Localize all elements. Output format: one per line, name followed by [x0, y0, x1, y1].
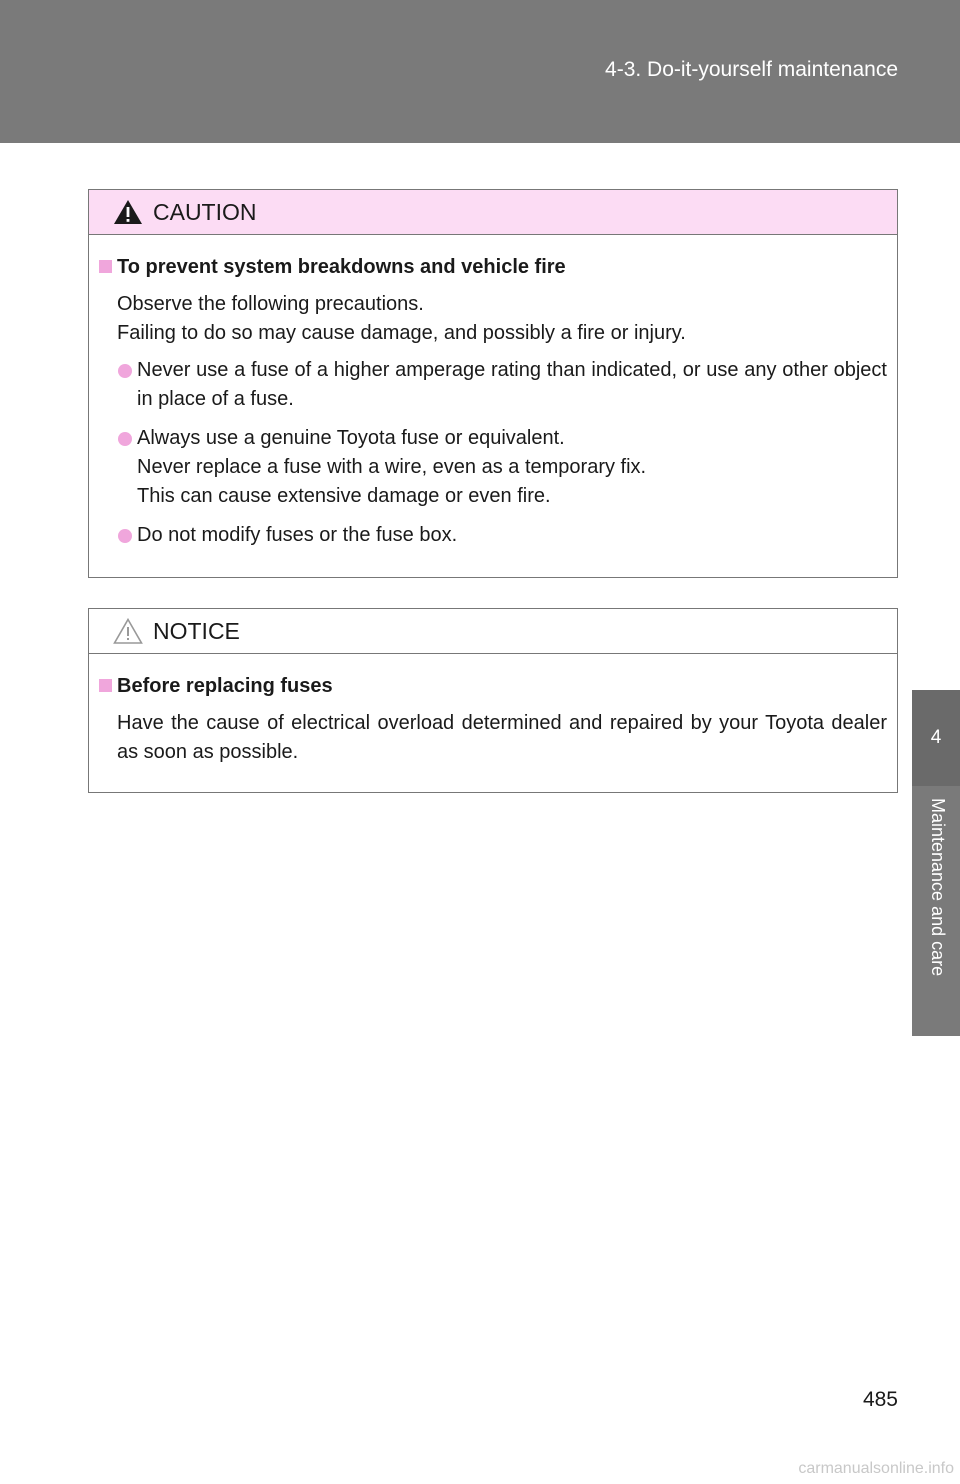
page-number: 485	[862, 1388, 898, 1411]
section-title: 4-3. Do-it-yourself maintenance	[605, 58, 898, 81]
caution-title: CAUTION	[153, 199, 257, 225]
caution-bullet: Do not modify fuses or the fuse box.	[99, 521, 887, 550]
round-bullet-icon	[118, 364, 132, 378]
notice-header	[89, 609, 897, 654]
chapter-label: Maintenance and care	[928, 798, 948, 977]
square-bullet-icon	[99, 260, 112, 273]
chapter-number: 4	[912, 690, 960, 786]
notice-heading: Before replacing fuses	[99, 672, 887, 701]
round-bullet-icon	[118, 529, 132, 543]
caution-header	[89, 190, 897, 235]
caution-bullet: Never use a fuse of a higher amperage rating than indicated, or use any other object in place of a fuse.	[99, 356, 887, 414]
caution-heading: To prevent system breakdowns and vehicle fire	[99, 253, 887, 282]
warning-triangle-outline-icon	[113, 618, 143, 644]
warning-triangle-icon	[113, 199, 143, 225]
notice-title: NOTICE	[153, 618, 240, 644]
caution-bullet: Always use a genuine Toyota fuse or equivalent. Never replace a fuse with a wire, even as a temporary fix. This can cause extensive damage or even fire.	[99, 424, 887, 511]
chapter-tab	[912, 690, 960, 1036]
caution-intro: Observe the following precautions. Failing to do so may cause damage, and possibly a fire or injury.	[117, 293, 686, 344]
notice-box	[88, 608, 898, 793]
round-bullet-icon	[118, 432, 132, 446]
notice-body: Have the cause of electrical overload determined and repaired by your Toyota dealer as soon as possible.	[117, 712, 887, 763]
caution-box	[88, 189, 898, 578]
page-header	[0, 0, 960, 143]
watermark: carmanualsonline.info	[798, 1460, 954, 1477]
square-bullet-icon	[99, 679, 112, 692]
